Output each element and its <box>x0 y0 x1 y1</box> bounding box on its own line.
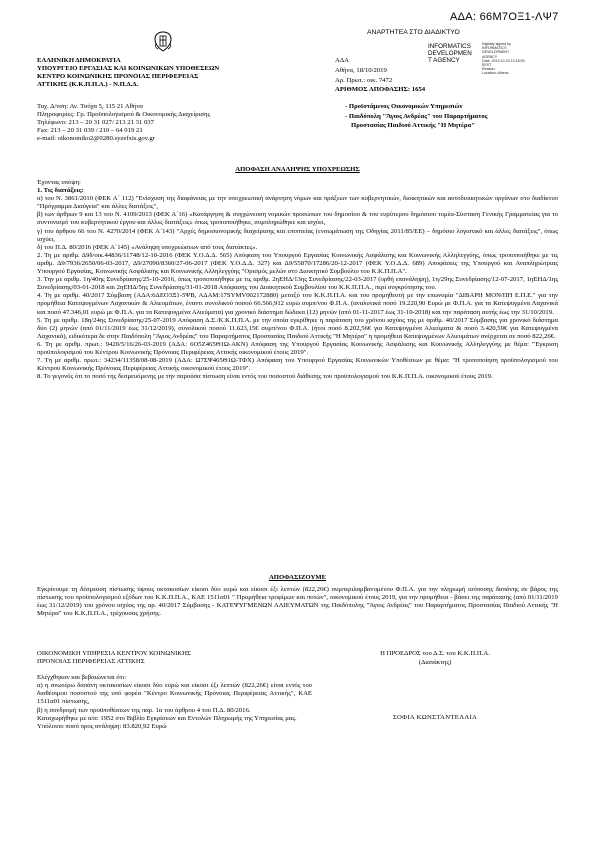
paragraph: δ) του Π.Δ. 80/2016 (ΦΕΚ Α΄145) «Ανάληψη υποχρεώσεων από τους διατάκτες». <box>37 243 258 251</box>
decision-number: ΑΡΙΘΜΟΣ ΑΠΟΦΑΣΗΣ: 1654 <box>335 86 426 93</box>
paragraph: α) του Ν. 3861/2010 (ΦΕΚ Α΄ 112) "Ενίσχυση της διαφάνειας με την υποχρεωτική ανάρτηση νόμων και πράξεων των κυβερνητικών, διοικητικών και αυτοδιοικητικών οργάνων στο διαδίκτυο "Πρόγραμμα Διαύγεια" και άλλες διατάξεις", <box>37 195 558 211</box>
paragraph: 7. Τη με αριθμ. πρωτ.: 34234/11358/08-08-2019 (ΑΔΑ: Ω7ΣΨ465Θ1Ω-ΤΦΧ) Απόφαση του Υπουργού Εργασίας Κοινωνικών Υποθέσεων με θέμα: "Η τροποποίηση προϋπολογισμού του Κέντρου Κοινωνικής Πρόνοιας Περιφέρειας Αττικής οικονομικού έτους 2019". <box>37 357 558 373</box>
signatory-role-2: (Διατάκτης) <box>418 659 452 666</box>
signature-org-line: DEVELOPMEN <box>428 50 472 58</box>
paragraph: β) των άρθρων 9 και 13 του Ν. 4109/2013 (ΦΕΚ Α΄16) «Κατάργηση & συγχώνευση νομικών προσώπων του δημοσίου & του ευρύτερου δημόσιου τομέα-Σύσταση Γενικής Γραμματείας για το συντονισμό του κυβερνητικού έργου και άλλες διατάξεις» όπως τροποποιήθηκε, συμπληρώθηκε και ισχύει, <box>37 211 558 227</box>
registration-note: Καταχωρήθηκε με α/α: 1952 στο Βιβλίο Εγκρίσεων και Εντολών Πληρωμής της Υπηρεσίας μας. <box>37 714 297 722</box>
signature-meta-line: AGENCY <box>482 54 498 59</box>
signature-org-line: T AGENCY <box>428 57 460 65</box>
considering-label: Έχοντας υπόψη: <box>37 179 81 186</box>
signature-meta-line: INFORMATICS <box>482 46 507 51</box>
signature-meta-line: Reason: <box>482 67 496 72</box>
address-line: Πληροφορίες: Γρ. Προϋπολογισμού & Οικονομικής Διαχείρισης <box>37 111 211 119</box>
address-line: Ταχ. Δ/νση: Αν. Τσόχα 5, 115 21 Αθήνα <box>37 103 143 110</box>
signature-meta <box>482 42 525 76</box>
provisions-label: 1. Τις διατάξεις: <box>37 187 84 195</box>
signatory-name: ΣΟΦΙΑ ΚΩΝΣΤΑΝΤΕΛΛΙΑ <box>392 714 478 721</box>
recipient-line: Προστασίας Παιδιού Αττικής "Η Μητέρα" <box>351 122 475 129</box>
paragraph: 5. Τη με αριθμ. 18η/24ης Συνεδρίασης/25-07-2019 Απόφαση Δ.Σ./Κ.Κ.Π.Π.Α. με την οποία εγκρίθηκε η παράταση του χρόνου ισχύος της με αριθμ. 40/2017 Σύμβασης για χρονικό διάστημα δύο (2) μηνών (από 01/11/2019 έως 31/12/2019), συνολικού ποσού 11.623,15€ συμπ/νου Φ.Π.Α. (ήτοι ποσό 8.202,56€ για Κατεψυγμένα Αλιεύματα & ποσό 3.420,59€ για Κατεψυγμένα Λαχανικά), ειδικότερα δε στην Παιδόπολη "Άγιος Ανδρέας" του Παραρτήματος Προστασίας Παιδιού Αττικής "Η Μητέρα" η προμήθεια Κατεψυγμένων Αλιευμάτων ανέρχεται σε ποσό 822,26€. <box>37 316 558 340</box>
address-line: Τηλέφωνο: 213 – 20 31 027/ 213 21 31 037 <box>37 119 154 127</box>
paragraph: 4. Τη με αριθμ. 40/2017 Σύμβαση (ΑΔΑ:6ΔΕΟ3Ξ1-5ΨΒ, ΑΔΑΜ:17SYMV002172880) μεταξύ του Κ.Κ.Π.Π.Α. και του προμηθευτή με την επωνυμία "ΔΙΒΑΡΗ ΜΟΝ/ΠΗ Ε.Π.Ε." για την προμήθεια Κατεψυγμένων Λαχανικών & Αλιευμάτων, έναντι συνολικού ποσού 66.566,912 ευρώ συμπ/νου Φ.Π.Α. (αναλυτικά ποσό 19.220,90 Ευρώ με Φ.Π.Α. για τα Κατεψυγμένα Λαχανικά και ποσό 47.346,01 ευρώ με Φ.Π.Α. για τα Κατεψυγμένα Αλιεύματα) για χρονικό διάστημα δώδεκα (12) μηνών (από 01-11-2017 έως 31-10-2018) και την παράταση αυτής έως την 31/10/2019. <box>37 292 558 316</box>
paragraph: 6. Τη με αριθμ. πρωτ.: 9420/5/16/26-03-2019 (ΑΔΑ: 6Ο5Ζ465Θ1Ω-ΑΚΝ) Απόφαση της Υπουργού Εργασίας Κοινωνικής Ασφάλισης και Κοινωνικής Αλληλεγγύης με θέμα: "Έγκριση προϋπολογισμού του Κέντρου Κοινωνικής Πρόνοιας Περιφέρειας Αττικής οικονομικού έτους 2019". <box>37 340 558 356</box>
recipient-line: - Προϊστάμενος Οικονομικών Υπηρεσιών <box>345 103 463 110</box>
protocol-number: Αρ. Πρωτ.: οικ. 7472 <box>335 77 393 84</box>
decision-title-text: ΑΠΟΦΑΣΙΖΟΥΜΕ <box>268 574 327 581</box>
issuer-line: ΚΕΝΤΡΟ ΚΟΙΝΩΝΙΚΗΣ ΠΡΟΝΟΙΑΣ ΠΕΡΙΦΕΡΕΙΑΣ <box>37 73 199 81</box>
body-section <box>37 179 558 381</box>
email-link[interactable]: e-mail: oikonomiko2@0280.syzefxis.gov.gr <box>37 135 155 143</box>
issuer-block <box>37 57 337 89</box>
paragraph: γ) του άρθρου 66 του Ν. 4270/2014 (ΦΕΚ Α΄143) "Αρχές δημοσιονομικής διαχείρισης και εποπτείας (ενσωμάτωση της Οδηγίας 2011/85/ΕΕ) – δημόσιο λογιστικό και άλλες διατάξεις", όπως ισχύει, <box>37 227 558 243</box>
main-title <box>0 166 595 174</box>
certify-item-b: β) η συνδρομή των προϋποθέσεων της παρ. 1α του άρθρου 4 του Π.Δ. 80/2016. <box>37 706 251 714</box>
certify-item-a: α) η ανωτέρω δαπάνη οκτακοσίων είκοσι δύο ευρώ και είκοσι έξι λεπτών (822,26€) είναι εντός του διαθέσιμου ποσοστού της υπό φορέα "Κέντρο Κοινωνικής Πρόνοιας Περιφέρειας Αττικής", ΚΑΕ 1511α01 πίστωσης, <box>37 682 312 706</box>
signature-org-line: INFORMATICS <box>428 43 471 50</box>
footer-left <box>37 650 312 731</box>
paragraph: 8. Το γεγονός ότι το ποσό της δεσμευόμενης με την παρούσα πίστωση είναι εντός του ποσοστού διάθεσης του προϋπολογισμού του Κ.Κ.Π.Π.Α. οικονομικού έτους 2019. <box>37 373 493 381</box>
decision-text: Εγκρίνουμε τη δέσμευση πίστωσης ύψους οκτακοσίων είκοσι δύο ευρώ και είκοσι έξι λεπτών (822,26€) συμπεριλαμβανομένου Φ.Π.Α. για την πληρωμή ισόποσης δαπάνης σε βάρος της πίστωσης του προϋπολογισμού εξόδων του Κ.Κ.Π.Π.Α., ΚΑΕ 1511α01 " Προμήθεια τροφίμων και ποτών", οικονομικού έτους 2019, για την προμήθεια - βάσει της παράτασης (από 01/11/2019 έως 31/12/2019) του χρόνου ισχύος της αρ. 40/2017 Σύμβασης - ΚΑΤΕΨΥΓΜΕΝΩΝ ΑΛΙΕΥΜΑΤΩΝ της Παιδόπολης "Άγιος Ανδρέας" του Παραρτήματος Προστασίας Παιδιού Αττικής "Η Μητέρα" του Κ.Κ.Π.Π.Α., τρέχουσας χρήσης. <box>37 586 558 618</box>
signature-meta-line: DEVELOPMENT <box>482 50 510 55</box>
signature-meta-line: Location: Athens <box>482 71 509 76</box>
main-title-text: ΑΠΟΦΑΣΗ ΑΝΑΛΗΨΗΣ ΥΠΟΧΡΕΩΣΗΣ <box>235 166 360 173</box>
finance-dept-line: ΠΡΟΝΟΙΑΣ ΠΕΡΙΦΕΡΕΙΑΣ ΑΤΤΙΚΗΣ <box>37 658 145 666</box>
signature-org <box>428 43 472 65</box>
signature-meta-line: Digitally signed by <box>482 42 511 46</box>
finance-dept-line: ΟΙΚΟΝΟΜΙΚΗ ΥΠΗΡΕΣΙΑ ΚΕΝΤΡΟΥ ΚΟΙΝΩΝΙΚΗΣ <box>37 650 191 657</box>
paragraph: 3. Την με αριθμ. 1η/40ης Συνεδρίασης/25-10-2016, όπως τροποποιήθηκε με τις αριθμ. 2ηΕΗΔ/13ης Συνεδρίασης/22-03-2017 (ορθή επανάληψη), 1η/29ης Συνεδρίασης/12-07-2017, 1ηΕΗΔ/1ης Συνεδρίασης/03-01-2018 και 2ηΕΗΔ/5ης Συνεδρίασης/31-01-2018 Απόφασης του Διοικητικού Συμβουλίου του Κ.Κ.Π.Π.Α., περί συγκρότησης του. <box>37 276 558 292</box>
certify-label: Ελέγχθηκαν και βεβαιώνεται ότι: <box>37 674 127 682</box>
issuer-line: ΕΛΛΗΝΙΚΗ ΔΗΜΟΚΡΑΤΙΑ <box>37 57 121 64</box>
document-date: Αθήνα, 18/10/2019 <box>335 67 387 74</box>
address-line: Fax: 213 – 20 31 039 / 210 – 64 019 21 <box>37 127 143 135</box>
recipient-line: - Παιδόπολη "Άγιος Ανδρέας" του Παραρτήματος <box>345 113 488 120</box>
posted-online-label: ΑΝΑΡΤΗΤΕΑ ΣΤΟ ΔΙΑΔΙΚΤΥΟ <box>367 29 460 36</box>
greek-emblem-icon <box>152 30 174 57</box>
decision-title <box>0 574 595 582</box>
signature-meta-line: Date: 2019.10.23 12:18:53 <box>482 58 525 63</box>
issuer-line: ΑΤΤΙΚΗΣ (Κ.Κ.Π.Π.Α.) - Ν.Π.Δ.Δ. <box>37 81 139 89</box>
signatory-role: Η ΠΡΟΕΔΡΟΣ του Δ.Σ. του Κ.Κ.Π.Π.Α. <box>380 650 490 657</box>
remaining-amount: Υπόλοιπο ποσό προς ανάληψη: 83.820,92 Ευρώ <box>37 722 167 730</box>
address-block <box>37 103 322 143</box>
ada-code: ΑΔΑ: 66Μ7ΟΞ1-ΛΨ7 <box>450 11 559 23</box>
issuer-line: ΥΠΟΥΡΓΕΙΟ ΕΡΓΑΣΙΑΣ ΚΑΙ ΚΟΙΝΩΝΙΚΩΝ ΥΠΟΘΕΣΕΩΝ <box>37 65 220 73</box>
ada-label: ΑΔΑ <box>335 57 349 64</box>
signature-meta-line: EEST <box>482 63 492 68</box>
paragraph: 2. Τη με αριθμ. Δ9δ/οικ.44836/11748/12-10-2016 (ΦΕΚ Υ.Ο.Δ.Δ. 565) Απόφαση του Υπουργού Εργασίας Κοινωνικής Ασφάλισης και Κοινωνικής Αλληλεγγύης, όπως τροποποιήθηκε με τις αριθμ. Δ9/7936/2650/06-03-2017, Δ9/27090/8360/27-06-2017 (ΦΕΚ Υ.Ο.Δ.Δ. 327) και Δ9/55870/17286/20-12-2017 (ΦΕΚ Υ.Ο.Δ.Δ. 689) Αποφάσεις της Υπουργού και Αναπληρώτριας Υπουργού Εργασίας, Κοινωνικής Ασφάλισης και Κοινωνικής Αλληλεγγύης "Ορισμός μελών στο Διοικητικό Συμβούλιο του Κ.Κ.Π.Π.Α". <box>37 251 558 276</box>
